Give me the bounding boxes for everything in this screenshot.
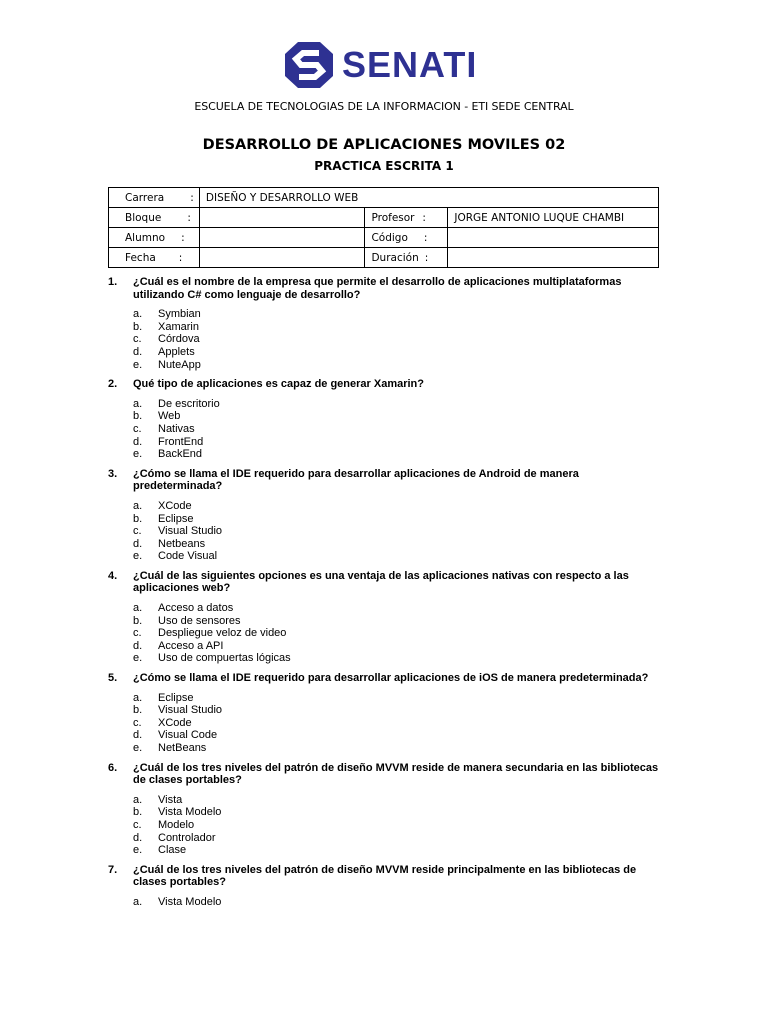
option-text: Eclipse <box>158 512 194 525</box>
option-list <box>108 308 668 371</box>
fecha-field[interactable] <box>199 248 365 268</box>
question-text: Qué tipo de aplicaciones es capaz de generar Xamarin? <box>133 378 424 391</box>
option-text: BackEnd <box>158 448 203 461</box>
answer-option[interactable] <box>108 704 668 717</box>
answer-option[interactable] <box>108 423 668 436</box>
bloque-label-cell <box>109 208 200 228</box>
codigo-label-cell <box>365 228 448 248</box>
question-number: 1. <box>108 276 118 288</box>
question-text-row <box>108 468 668 493</box>
duracion-label-cell <box>365 248 448 268</box>
info-row-bloque <box>109 208 659 228</box>
bloque-field[interactable] <box>199 208 365 228</box>
option-letter: d. <box>133 729 143 742</box>
option-list <box>108 692 668 755</box>
answer-option[interactable] <box>108 398 668 411</box>
option-letter: b. <box>133 704 143 717</box>
answer-option[interactable] <box>108 550 668 563</box>
colon: : <box>181 231 185 244</box>
answer-option[interactable] <box>108 333 668 346</box>
answer-option[interactable] <box>108 436 668 449</box>
answer-option[interactable] <box>108 500 668 513</box>
question-text: ¿Cómo se llama el IDE requerido para desarrollar aplicaciones de Android de manera predeterminada? <box>133 467 579 493</box>
question-text: ¿Cuál es el nombre de la empresa que permite el desarrollo de aplicaciones multiplataformas utilizando C# como lenguaje de desarrollo? <box>133 276 622 301</box>
carrera-value: DISEÑO Y DESARROLLO WEB <box>199 188 658 208</box>
bloque-label: Bloque <box>125 211 162 224</box>
option-letter: b. <box>133 320 143 333</box>
option-letter: d. <box>133 435 143 448</box>
option-letter: a. <box>133 691 143 704</box>
question-2 <box>108 378 668 461</box>
option-letter: e. <box>133 742 143 754</box>
option-letter: a. <box>133 397 143 410</box>
option-text: Controlador <box>158 831 216 844</box>
option-letter: b. <box>133 614 143 627</box>
answer-option[interactable] <box>108 896 668 909</box>
option-text: Applets <box>158 345 195 358</box>
question-1 <box>108 276 668 371</box>
question-text-row <box>108 378 668 391</box>
colon: : <box>422 211 426 224</box>
page-subtitle: PRACTICA ESCRITA 1 <box>314 159 454 173</box>
option-letter: c. <box>133 333 142 346</box>
answer-option[interactable] <box>108 525 668 538</box>
senati-logo <box>284 40 477 90</box>
duracion-label: Duración <box>371 251 419 264</box>
option-text: XCode <box>158 499 192 512</box>
option-letter: c. <box>133 627 142 640</box>
option-letter: d. <box>133 639 143 652</box>
profesor-value: JORGE ANTONIO LUQUE CHAMBI <box>448 208 659 228</box>
codigo-field[interactable] <box>448 228 659 248</box>
carrera-label-cell <box>109 188 200 208</box>
answer-option[interactable] <box>108 615 668 628</box>
answer-option[interactable] <box>108 729 668 742</box>
option-list <box>108 398 668 461</box>
option-letter: a. <box>133 602 143 615</box>
option-text: XCode <box>158 716 192 729</box>
colon: : <box>187 211 191 224</box>
option-text: Acceso a datos <box>158 602 234 615</box>
question-text-row <box>108 864 668 889</box>
option-text: Despliegue veloz de video <box>158 627 287 640</box>
answer-option[interactable] <box>108 640 668 653</box>
answer-option[interactable] <box>108 794 668 807</box>
option-letter: c. <box>133 716 142 729</box>
question-number: 7. <box>108 863 118 876</box>
info-row-alumno <box>109 228 659 248</box>
option-text: Visual Studio <box>158 525 223 538</box>
option-letter: b. <box>133 512 143 525</box>
option-letter: d. <box>133 537 143 550</box>
option-letter: d. <box>133 345 143 358</box>
answer-option[interactable] <box>108 819 668 832</box>
question-text: ¿Cuál de los tres niveles del patrón de diseño MVVM reside de manera secundaria en las bibliotecas de clases portables? <box>133 761 659 787</box>
option-letter: b. <box>133 410 143 423</box>
option-text: Xamarin <box>158 320 199 333</box>
answer-option[interactable] <box>108 602 668 615</box>
option-letter: a. <box>133 499 143 512</box>
option-letter: c. <box>133 818 142 831</box>
option-text: Uso de compuertas lógicas <box>158 652 291 665</box>
answer-option[interactable] <box>108 410 668 423</box>
option-list <box>108 896 668 909</box>
question-5 <box>108 672 668 755</box>
option-text: Nativas <box>158 422 195 435</box>
question-number: 5. <box>108 672 118 685</box>
option-text: NetBeans <box>158 742 207 754</box>
answer-option[interactable] <box>108 692 668 705</box>
option-text: Symbian <box>158 308 201 321</box>
option-text: Vista <box>158 793 183 806</box>
answer-option[interactable] <box>108 346 668 359</box>
answer-option[interactable] <box>108 717 668 730</box>
answer-option[interactable] <box>108 742 668 755</box>
answer-option[interactable] <box>108 832 668 845</box>
option-letter: a. <box>133 308 143 321</box>
option-text: Vista Modelo <box>158 895 222 908</box>
option-letter: e. <box>133 448 143 461</box>
info-row-carrera <box>109 188 659 208</box>
question-text-row <box>108 672 668 685</box>
alumno-label-cell <box>109 228 200 248</box>
option-letter: b. <box>133 806 143 819</box>
option-letter: c. <box>133 525 142 538</box>
option-text: Clase <box>158 844 187 857</box>
answer-option[interactable] <box>108 627 668 640</box>
question-text: ¿Cuál de los tres niveles del patrón de diseño MVVM reside principalmente en las bibliotecas de clases portables? <box>133 863 637 889</box>
option-letter: e. <box>133 550 143 563</box>
question-3 <box>108 468 668 563</box>
duracion-field[interactable] <box>448 248 659 268</box>
profesor-label-cell <box>365 208 448 228</box>
answer-option[interactable] <box>108 321 668 334</box>
logo-text: SENATI <box>342 44 478 85</box>
question-6 <box>108 762 668 857</box>
option-text: Modelo <box>158 818 195 831</box>
option-text: Visual Code <box>158 729 218 742</box>
option-letter: e. <box>133 652 143 665</box>
fecha-label: Fecha <box>125 251 156 264</box>
alumno-field[interactable] <box>199 228 365 248</box>
question-number: 2. <box>108 378 118 391</box>
answer-option[interactable] <box>108 806 668 819</box>
codigo-label: Código <box>371 231 408 244</box>
option-text: Visual Studio <box>158 704 223 717</box>
option-letter: e. <box>133 358 143 371</box>
option-text: FrontEnd <box>158 435 204 448</box>
alumno-label: Alumno <box>125 231 166 244</box>
option-text: NuteApp <box>158 358 201 371</box>
option-text: Uso de sensores <box>158 614 241 627</box>
option-text: De escritorio <box>158 397 220 410</box>
option-letter: a. <box>133 895 143 908</box>
answer-option[interactable] <box>108 652 668 665</box>
question-number: 3. <box>108 467 118 480</box>
info-table <box>108 187 659 268</box>
question-4 <box>108 570 668 665</box>
question-text: ¿Cómo se llama el IDE requerido para desarrollar aplicaciones de iOS de manera predeterminada? <box>133 672 649 685</box>
page-title: DESARROLLO DE APLICACIONES MOVILES 02 <box>202 137 566 153</box>
option-text: Eclipse <box>158 691 194 704</box>
option-list <box>108 500 668 563</box>
option-text: Acceso a API <box>158 639 224 652</box>
colon: : <box>178 251 183 264</box>
answer-option[interactable] <box>108 513 668 526</box>
option-letter: a. <box>133 793 143 806</box>
info-row-fecha <box>109 248 659 268</box>
answer-option[interactable] <box>108 308 668 321</box>
option-text: Córdova <box>158 333 200 346</box>
question-7 <box>108 864 668 909</box>
answer-option[interactable] <box>108 844 668 857</box>
question-list <box>108 276 668 916</box>
colon: : <box>423 231 428 244</box>
profesor-label: Profesor <box>371 211 415 224</box>
option-letter: e. <box>133 844 143 857</box>
question-number: 6. <box>108 761 118 774</box>
fecha-label-cell <box>109 248 200 268</box>
carrera-label: Carrera <box>125 191 165 204</box>
option-letter: c. <box>133 422 142 435</box>
answer-option[interactable] <box>108 538 668 551</box>
question-number: 4. <box>108 569 118 582</box>
question-text: ¿Cuál de las siguientes opciones es una ventaja de las aplicaciones nativas con respecto a las aplicaciones web? <box>133 569 629 595</box>
colon: : <box>424 251 429 264</box>
option-list <box>108 794 668 857</box>
school-name: ESCUELA DE TECNOLOGIAS DE LA INFORMACION - ETI SEDE CENTRAL <box>194 100 574 113</box>
option-letter: d. <box>133 831 143 844</box>
senati-logo-icon <box>284 41 334 89</box>
option-text: Code Visual <box>158 550 218 563</box>
question-text-row <box>108 570 668 595</box>
answer-option[interactable] <box>108 448 668 461</box>
option-list <box>108 602 668 665</box>
question-text-row <box>108 762 668 787</box>
option-text: Netbeans <box>158 537 206 550</box>
option-text: Web <box>158 410 181 423</box>
question-text-row <box>108 276 668 301</box>
option-text: Vista Modelo <box>158 806 222 819</box>
answer-option[interactable] <box>108 359 668 372</box>
colon: : <box>190 191 194 204</box>
